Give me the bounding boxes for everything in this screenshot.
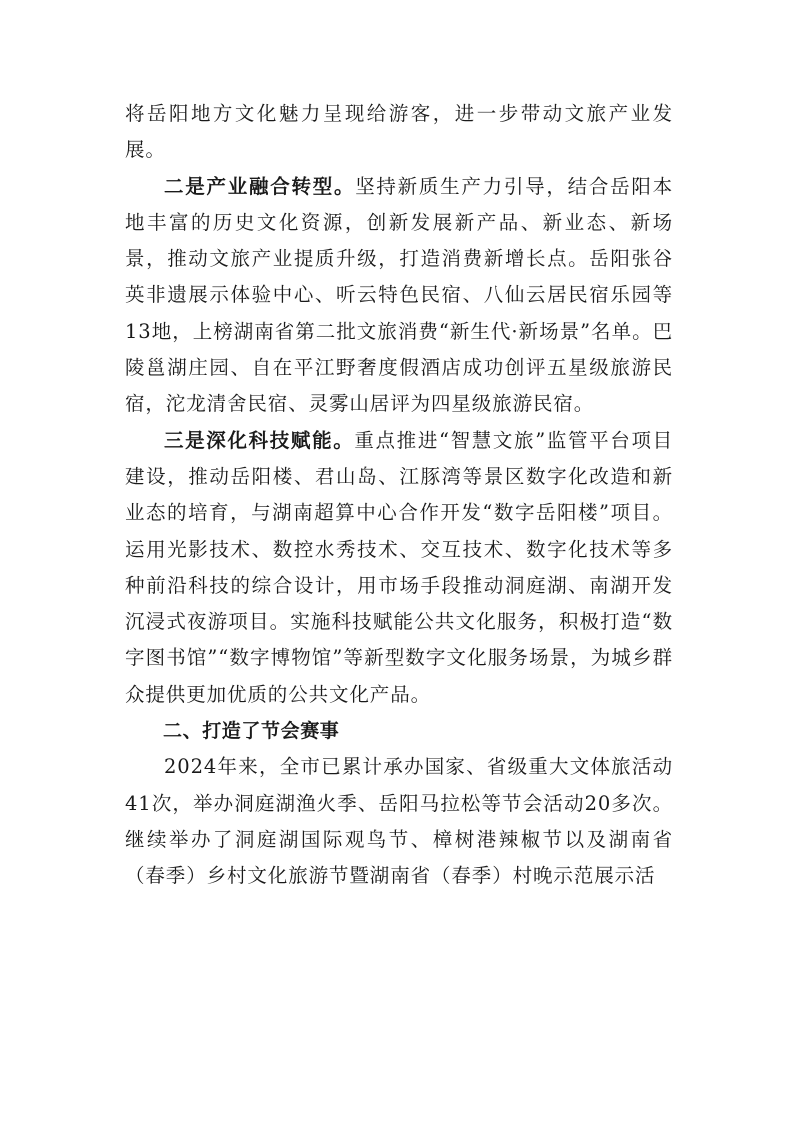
paragraph-lead: 三是深化科技赋能。 xyxy=(164,428,355,452)
paragraph-text: 坚持新质生产力引导，结合岳阳本地丰富的历史文化资源，创新发展新产品、新业态、新场景，推动文旅产业提质升级，打造消费新增长点。岳阳张谷英非遗展示体验中心、听云特色民宿、八仙云居民宿乐园等13地，上榜湖南省第二批文旅消费“新生代·新场景”名单。巴陵邕湖庄园、自在平江野奢度假酒店成功创评五星级旅游民宿，沱龙清舍民宿、灵雾山居评为四星级旅游民宿。 xyxy=(125,174,673,416)
body-text xyxy=(125,96,673,895)
paragraph-continuation xyxy=(125,96,673,169)
paragraph-text: 将岳阳地方文化魅力呈现给游客，进一步带动文旅产业发展。 xyxy=(125,102,673,162)
section-heading: 二、打造了节会赛事 xyxy=(163,720,340,743)
paragraph-industry-integration xyxy=(125,169,673,423)
paragraph-lead: 二是产业融合转型。 xyxy=(164,174,356,198)
paragraph-text: 2024年来，全市已累计承办国家、省级重大文体旅活动41次，举办洞庭湖渔火季、岳阳马拉松等节会活动20多次。继续举办了洞庭湖国际观鸟节、樟树港辣椒节以及湖南省（春季）乡村文化旅游节暨湖南省（春季）村晚示范展示活 xyxy=(125,755,673,888)
paragraph-festivals xyxy=(125,749,673,894)
paragraph-tech-empowerment xyxy=(125,423,673,713)
paragraph-text: 重点推进“智慧文旅”监管平台项目建设，推动岳阳楼、君山岛、江豚湾等景区数字化改造和新业态的培育，与湖南超算中心合作开发“数字岳阳楼”项目。运用光影技术、数控水秀技术、交互技术、数字化技术等多种前沿科技的综合设计，用市场手段推动洞庭湖、南湖开发沉浸式夜游项目。实施科技赋能公共文化服务，积极打造“数字图书馆”“数字博物馆”等新型数字文化服务场景，为城乡群众提供更加优质的公共文化产品。 xyxy=(125,428,673,706)
